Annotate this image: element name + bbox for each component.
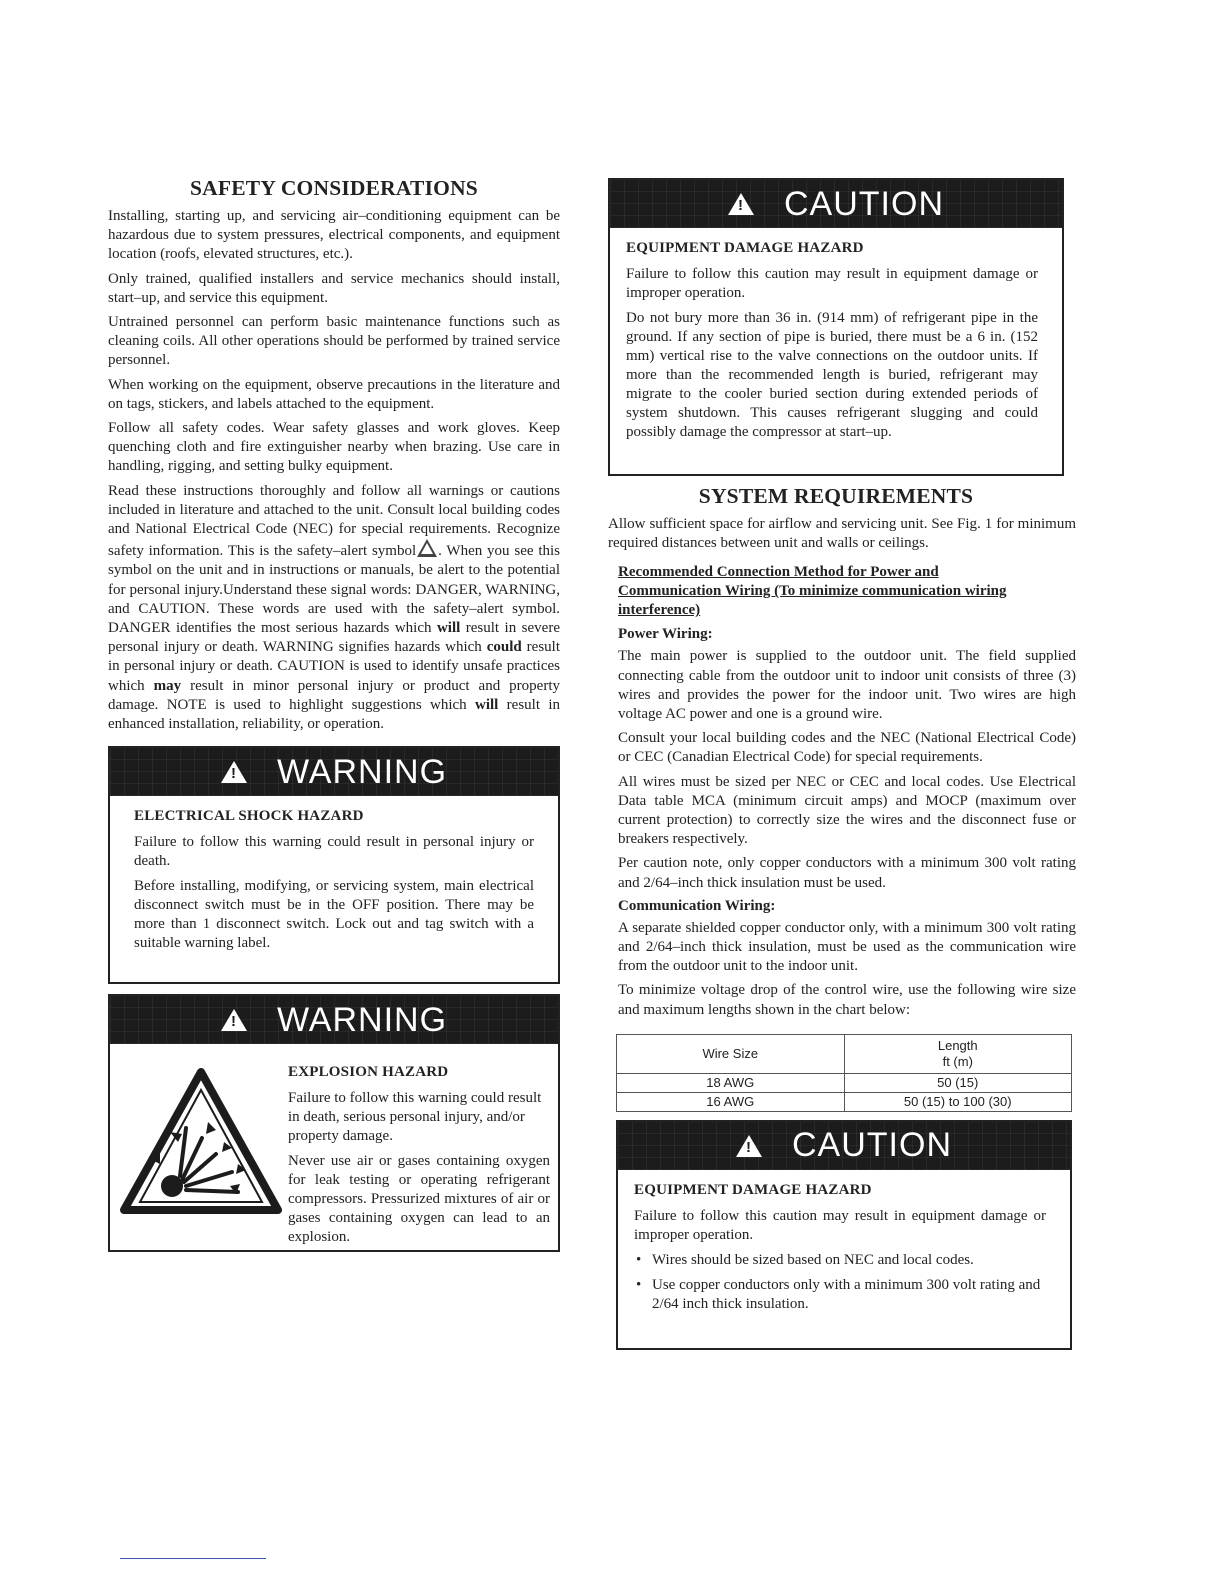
warning-text: Before installing, modifying, or servicing system, main electrical disconnect switch must be in the OFF position. There may be more than 1 disconnect switch. Lock out and tag switch with a suitable warning label. bbox=[134, 878, 534, 952]
table-cell: 50 (15) bbox=[844, 1073, 1072, 1092]
emphasis: may bbox=[153, 677, 182, 694]
table-header-cell: Wire Size bbox=[617, 1034, 845, 1073]
text-run: result in enhanced installation, reliability, or operation. bbox=[108, 696, 560, 733]
warning-banner bbox=[110, 748, 558, 796]
caution-text: Do not bury more than 36 in. (914 mm) of refrigerant pipe in the ground. If any section of pipe is buried, there must be a 6 in. (152 mm) vertical rise to the valve connections on the outdoor units. If more than the recommended length is buried, refrigerant may migrate to the cooler buried section during extended periods of system shutdown. This causes refrigerant slugging and could possibly damage the compressor at start–up. bbox=[626, 310, 1038, 440]
header-line: ft (m) bbox=[942, 1053, 973, 1069]
caution-content bbox=[618, 1170, 1070, 1330]
safety-paragraph: Only trained, qualified installers and service mechanics should install, start–up, and service this equipment. bbox=[108, 270, 560, 306]
warning-text: Never use air or gases containing oxygen for leak testing or operating refrigerant compressors. Pressurized mixtures of air or gases containing oxygen can lead to an explosion. bbox=[288, 1153, 550, 1246]
header-line: Length bbox=[937, 1037, 978, 1053]
warning-label: WARNING bbox=[276, 1000, 448, 1039]
warning-banner bbox=[110, 996, 558, 1044]
text-run: result in severe personal injury or death. WARNING signifies hazards which bbox=[108, 620, 560, 656]
caution-bullet-list bbox=[634, 1251, 1046, 1314]
table-row bbox=[617, 1092, 1072, 1111]
warning-text: Failure to follow this warning could result in personal injury or death. bbox=[134, 834, 534, 870]
text-run: result in personal injury or death. CAUTION is used to identify unsafe practices which bbox=[108, 639, 560, 694]
power-wiring-section bbox=[608, 647, 1076, 892]
warning-label: WARNING bbox=[276, 752, 448, 791]
recommended-connection-heading: Recommended Connection Method for Power and Communication Wiring (To minimize communication wiring interference) bbox=[618, 564, 1007, 619]
footer-rule bbox=[120, 1558, 266, 1559]
list-item: • Use copper conductors only with a minimum 300 volt rating and 2/64 inch thick insulation. bbox=[650, 1276, 1046, 1314]
hazard-title: ELECTRICAL SHOCK HAZARD bbox=[134, 808, 364, 825]
caution-label: CAUTION bbox=[784, 184, 944, 223]
communication-wiring-heading: Communication Wiring: bbox=[618, 897, 776, 914]
table-row bbox=[617, 1073, 1072, 1092]
explosion-warning-box bbox=[108, 994, 560, 1252]
communication-wiring-section bbox=[608, 919, 1076, 1020]
caution-label: CAUTION bbox=[792, 1126, 952, 1165]
power-wiring-paragraph: All wires must be sized per NEC or CEC and local codes. Use Electrical Data table MCA (minimum circuit amps) and MOCP (maximum over current protection) to correctly size the wires and the disconnect fuse or breakers respectively. bbox=[618, 773, 1076, 848]
warning-content bbox=[288, 1054, 550, 1253]
safety-paragraph: When working on the equipment, observe precautions in the literature and on tags, stickers, and labels attached to the equipment. bbox=[108, 376, 560, 412]
safety-paragraph: Follow all safety codes. Wear safety glasses and work gloves. Keep quenching cloth and fire extinguisher nearby when brazing. Use care in handling, rigging, and setting bulky equipment. bbox=[108, 420, 560, 475]
equipment-damage-caution-box-2 bbox=[616, 1120, 1072, 1350]
safety-paragraph: Untrained personnel can perform basic maintenance functions such as cleaning coils. All other operations should be performed by trained service personnel. bbox=[108, 314, 560, 369]
hazard-title: EQUIPMENT DAMAGE HAZARD bbox=[634, 1181, 872, 1198]
table-cell: 18 AWG bbox=[617, 1073, 845, 1092]
table-cell: 50 (15) to 100 (30) bbox=[844, 1092, 1072, 1111]
equipment-damage-caution-box bbox=[608, 178, 1064, 476]
safety-alert-icon bbox=[417, 539, 437, 557]
table-header-row bbox=[617, 1034, 1072, 1073]
emphasis: will bbox=[436, 620, 461, 637]
emphasis: will bbox=[475, 696, 499, 713]
safety-signal-words-paragraph bbox=[108, 482, 560, 735]
system-title: SYSTEM REQUIREMENTS bbox=[698, 484, 974, 508]
power-wiring-heading: Power Wiring: bbox=[618, 626, 713, 643]
table-header-cell bbox=[844, 1034, 1072, 1073]
electrical-shock-warning-box bbox=[108, 746, 560, 984]
caution-banner bbox=[610, 180, 1062, 228]
caution-triangle-icon bbox=[728, 193, 754, 215]
caution-banner bbox=[618, 1122, 1070, 1170]
list-item: • Wires should be sized based on NEC and local codes. bbox=[650, 1251, 1046, 1270]
power-wiring-paragraph: Consult your local building codes and the NEC (National Electrical Code) or CEC (Canadian Electrical Code) for special requirements. bbox=[618, 730, 1076, 766]
power-wiring-paragraph: Per caution note, only copper conductors with a minimum 300 volt rating and 2/64–inch thick insulation must be used. bbox=[618, 855, 1076, 891]
wire-size-table bbox=[616, 1034, 1072, 1112]
table-cell: 16 AWG bbox=[617, 1092, 845, 1111]
text-run: . When you see this symbol on the unit and in instructions or manuals, be alert to the potential for personal injury.Understand these signal words: DANGER, WARNING, and CAUTION. These words are used with the safety–alert symbol. DANGER identifies the most serious hazards which bbox=[108, 543, 560, 637]
power-wiring-paragraph: The main power is supplied to the outdoor unit. The field supplied connecting cable from the outdoor unit to indoor unit consists of three (3) wires and provides the power for the indoor unit. Two wires are high voltage AC power and one is a ground wire. bbox=[618, 648, 1076, 723]
warning-text: Failure to follow this warning could result in death, serious personal injury, and/or property damage. bbox=[288, 1090, 542, 1145]
emphasis: could bbox=[486, 639, 522, 656]
text-run: result in minor personal injury or product and property damage. NOTE is used to highlight suggestions which bbox=[108, 677, 560, 713]
safety-title: SAFETY CONSIDERATIONS bbox=[190, 176, 478, 200]
hazard-title: EXPLOSION HAZARD bbox=[288, 1064, 449, 1081]
warning-content bbox=[110, 796, 558, 973]
warning-triangle-icon bbox=[221, 761, 247, 783]
explosion-hazard-icon bbox=[120, 1068, 282, 1216]
caution-triangle-icon bbox=[736, 1135, 762, 1157]
caution-content bbox=[610, 228, 1062, 458]
right-column bbox=[608, 178, 1076, 1350]
safety-paragraph: Installing, starting up, and servicing air–conditioning equipment can be hazardous due to system pressures, electrical components, and equipment location (roofs, elevated structures, etc.). bbox=[108, 208, 560, 263]
text-run: Read these instructions thoroughly and follow all warnings or cautions included in literature and attached to the unit. Consult local building codes and National Electrical Code (NEC) for special requirements. Recognize safety information. This is the safety–alert symbol bbox=[108, 482, 560, 560]
hazard-title: EQUIPMENT DAMAGE HAZARD bbox=[626, 240, 864, 256]
communication-wiring-paragraph: To minimize voltage drop of the control wire, use the following wire size and maximum lengths shown in the chart below: bbox=[618, 982, 1076, 1018]
warning-triangle-icon bbox=[221, 1009, 247, 1031]
communication-wiring-paragraph: A separate shielded copper conductor only, with a minimum 300 volt rating and 2/64–inch thick insulation, must be used as the communication wire from the outdoor unit to the indoor unit. bbox=[618, 919, 1076, 975]
caution-text: Failure to follow this caution may result in equipment damage or improper operation. bbox=[634, 1207, 1046, 1243]
left-column bbox=[108, 176, 560, 1252]
system-paragraph: Allow sufficient space for airflow and servicing unit. See Fig. 1 for minimum required distances between unit and walls or ceilings. bbox=[608, 516, 1076, 552]
caution-text: Failure to follow this caution may result in equipment damage or improper operation. bbox=[626, 266, 1038, 301]
